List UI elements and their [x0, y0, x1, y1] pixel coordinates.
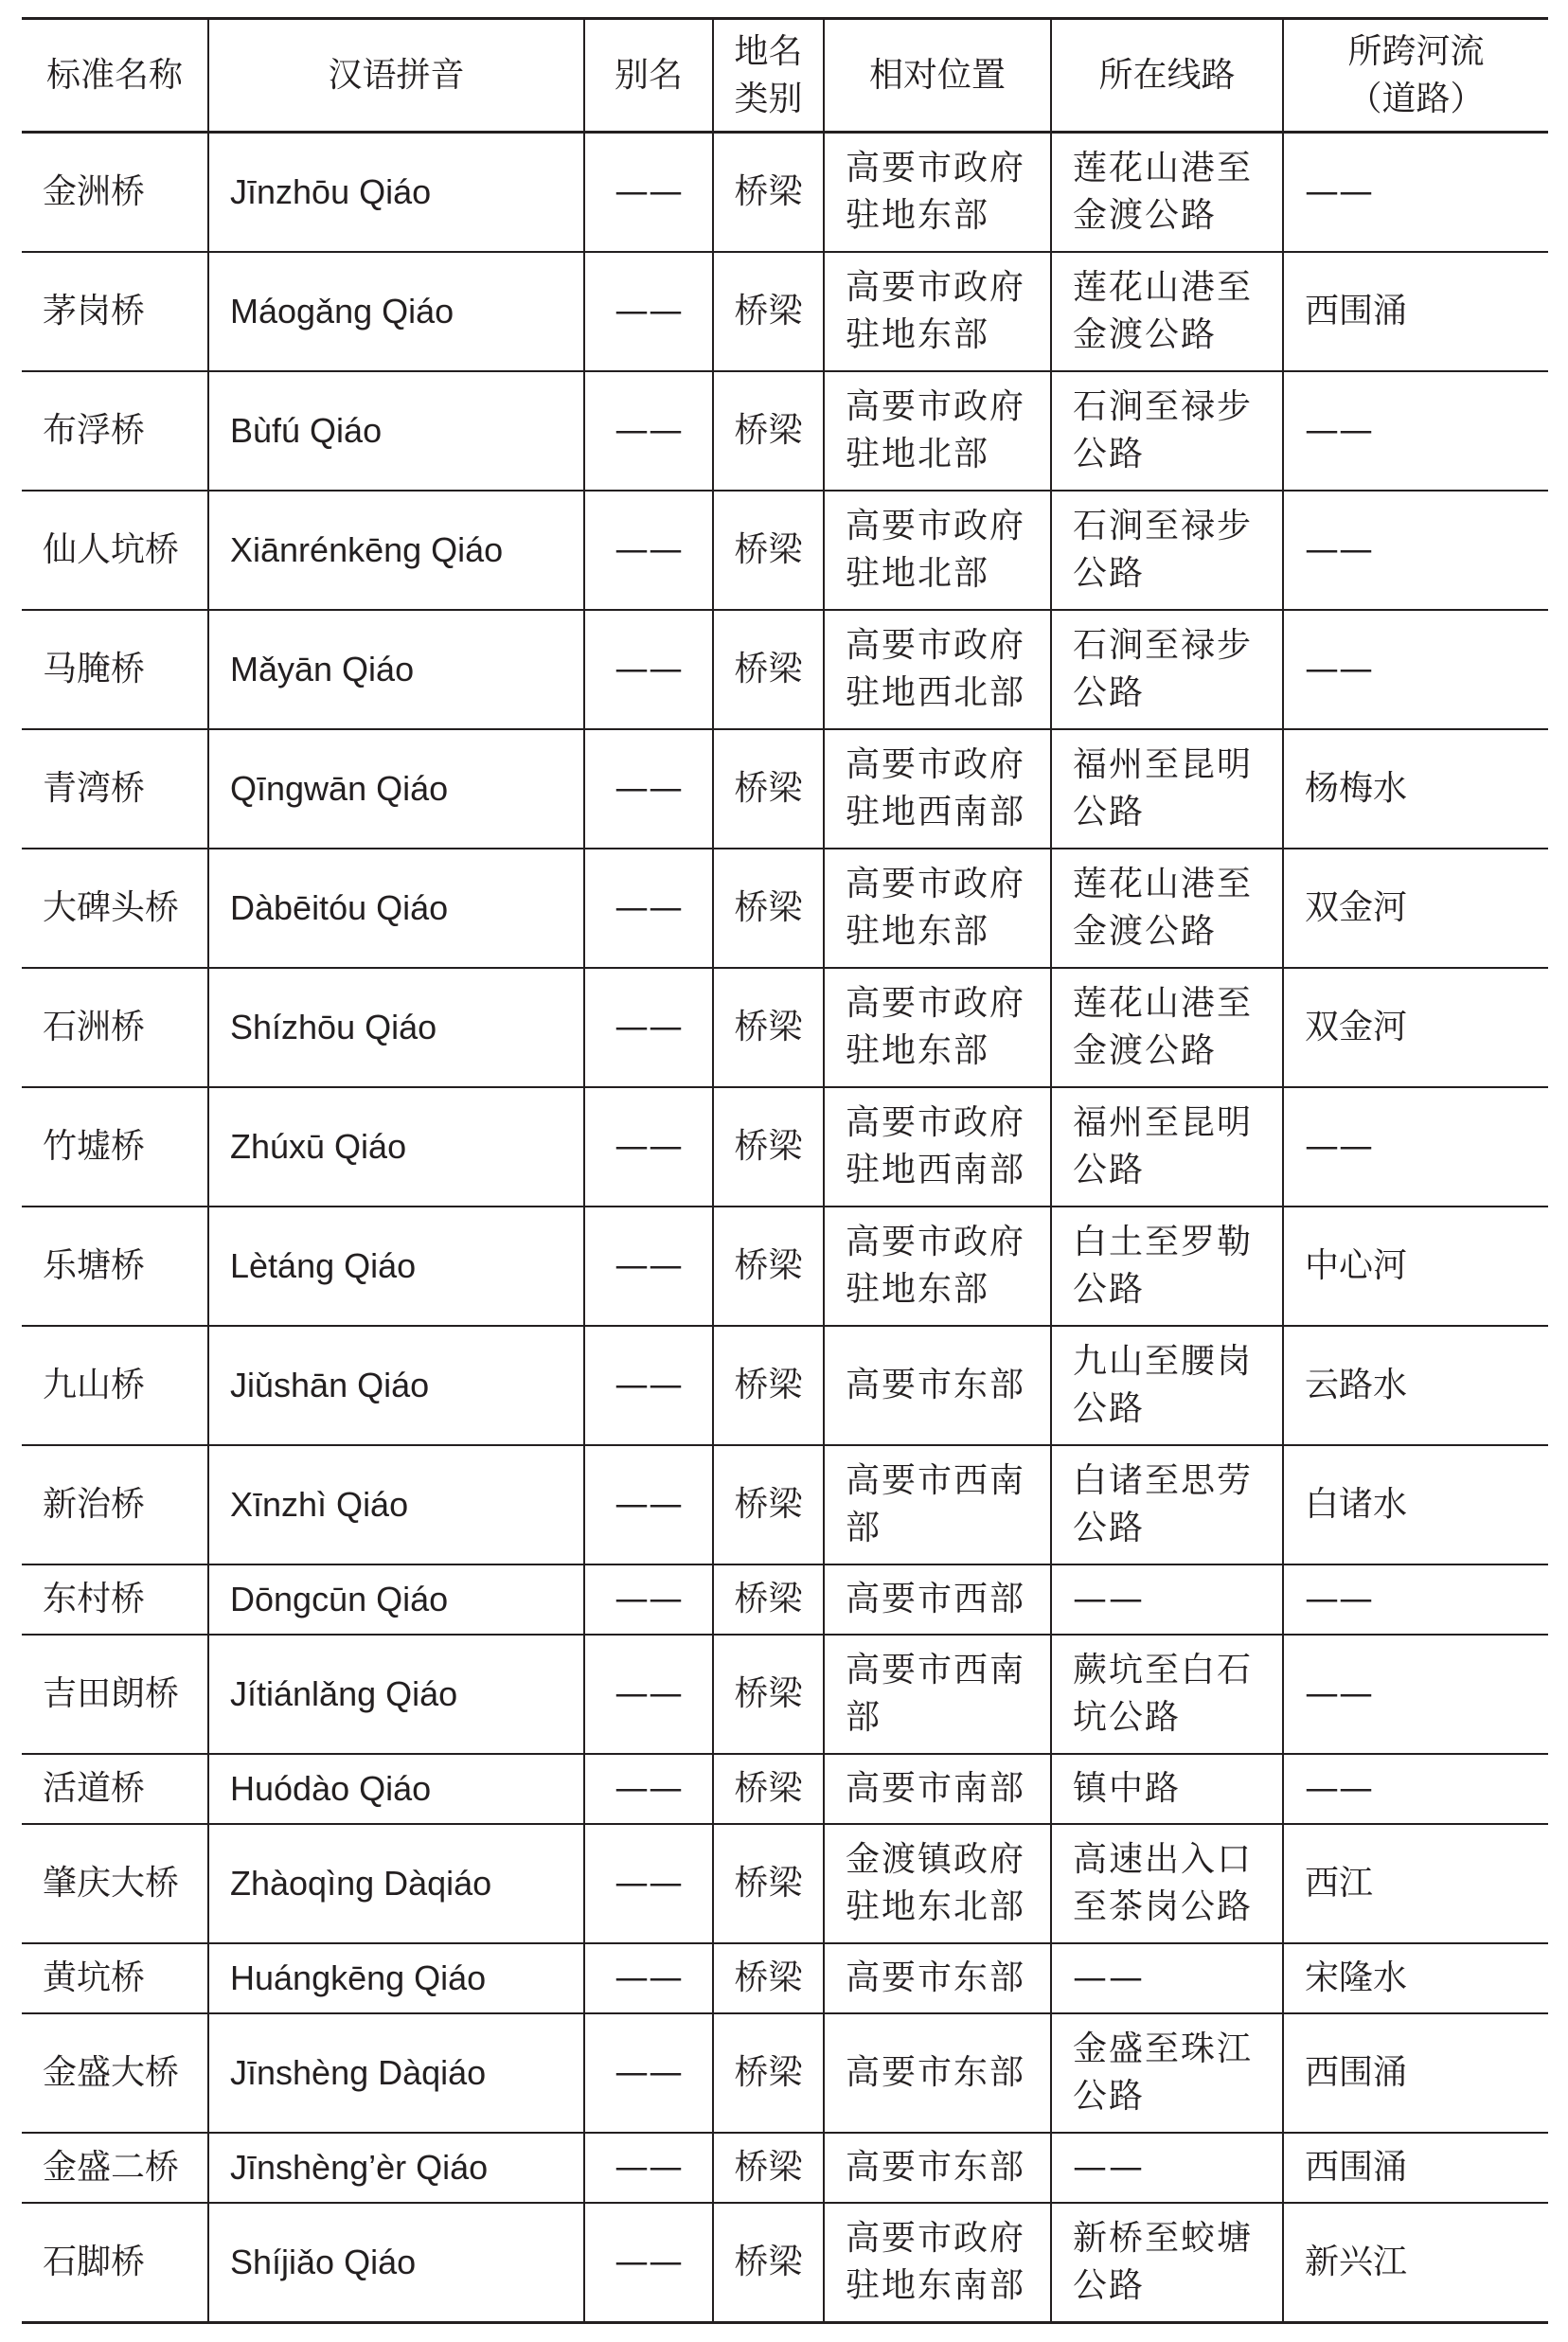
cell-crossing: 双金河 [1283, 849, 1548, 968]
cell-route [1051, 729, 1283, 849]
cell-pinyin: Zhàoqìng Dàqiáo [208, 1824, 584, 1943]
cell-alias: —— [584, 2203, 713, 2323]
table-row [22, 491, 1548, 610]
table-row [22, 1824, 1548, 1943]
cell-alias: —— [584, 849, 713, 968]
cell-crossing: 双金河 [1283, 968, 1548, 1087]
cell-standard-name: 竹墟桥 [22, 1087, 208, 1207]
cell-route-text: 高速出入口至茶岗公路 [1073, 1840, 1254, 1926]
cell-relative-position [824, 1445, 1051, 1564]
cell-crossing: 宋隆水 [1283, 1943, 1548, 2013]
cell-place-type: 桥梁 [713, 1635, 824, 1754]
header-alias: 别名 [584, 19, 713, 133]
cell-alias: —— [584, 968, 713, 1087]
cell-relative-position [824, 729, 1051, 849]
cell-crossing: —— [1283, 371, 1548, 491]
cell-crossing: —— [1283, 1635, 1548, 1754]
cell-relative-position-text: 高要市东部 [846, 2148, 1026, 2187]
cell-relative-position [824, 610, 1051, 729]
cell-place-type: 桥梁 [713, 2013, 824, 2133]
cell-crossing: —— [1283, 1754, 1548, 1824]
table-row [22, 729, 1548, 849]
cell-standard-name: 石洲桥 [22, 968, 208, 1087]
cell-route [1051, 2133, 1283, 2203]
cell-route-text: 福州至昆明公路 [1073, 745, 1254, 831]
cell-route [1051, 2203, 1283, 2323]
cell-place-type: 桥梁 [713, 1087, 824, 1207]
cell-relative-position-text: 高要市南部 [846, 1769, 1026, 1808]
cell-alias: —— [584, 371, 713, 491]
table-row [22, 1326, 1548, 1445]
cell-relative-position [824, 1207, 1051, 1326]
cell-relative-position-text: 高要市政府驻地北部 [846, 507, 1026, 593]
cell-route [1051, 1824, 1283, 1943]
cell-relative-position [824, 1635, 1051, 1754]
cell-relative-position-text: 高要市政府驻地西南部 [846, 1103, 1026, 1189]
cell-relative-position [824, 1087, 1051, 1207]
header-place-type [713, 19, 824, 133]
cell-route [1051, 1326, 1283, 1445]
cell-alias: —— [584, 1445, 713, 1564]
cell-alias: —— [584, 1635, 713, 1754]
cell-relative-position-text: 高要市政府驻地北部 [846, 387, 1026, 474]
cell-route [1051, 968, 1283, 1087]
cell-route [1051, 133, 1283, 253]
cell-crossing: 白诸水 [1283, 1445, 1548, 1564]
cell-route-text: 莲花山港至金渡公路 [1073, 865, 1254, 951]
cell-place-type: 桥梁 [713, 1326, 824, 1445]
header-crossing [1283, 19, 1548, 133]
cell-relative-position [824, 491, 1051, 610]
cell-crossing: 西江 [1283, 1824, 1548, 1943]
cell-alias: —— [584, 2013, 713, 2133]
cell-pinyin: Dōngcūn Qiáo [208, 1564, 584, 1635]
cell-place-type: 桥梁 [713, 610, 824, 729]
cell-standard-name: 茅岗桥 [22, 252, 208, 371]
table-row [22, 1564, 1548, 1635]
table-row [22, 1445, 1548, 1564]
cell-relative-position-text: 高要市政府驻地西南部 [846, 745, 1026, 831]
cell-pinyin: Jīnzhōu Qiáo [208, 133, 584, 253]
cell-pinyin: Bùfú Qiáo [208, 371, 584, 491]
cell-place-type: 桥梁 [713, 371, 824, 491]
cell-crossing: —— [1283, 1564, 1548, 1635]
cell-route [1051, 252, 1283, 371]
cell-alias: —— [584, 1754, 713, 1824]
cell-standard-name: 金洲桥 [22, 133, 208, 253]
cell-alias: —— [584, 1207, 713, 1326]
cell-pinyin: Lètáng Qiáo [208, 1207, 584, 1326]
cell-pinyin: Xīnzhì Qiáo [208, 1445, 584, 1564]
cell-relative-position [824, 1943, 1051, 2013]
cell-relative-position-text: 高要市东部 [846, 1366, 1026, 1404]
cell-route [1051, 1087, 1283, 1207]
cell-standard-name: 黄坑桥 [22, 1943, 208, 2013]
table-row [22, 371, 1548, 491]
cell-route-text: 莲花山港至金渡公路 [1073, 984, 1254, 1070]
cell-standard-name: 活道桥 [22, 1754, 208, 1824]
table-row [22, 1943, 1548, 2013]
cell-standard-name: 乐塘桥 [22, 1207, 208, 1326]
cell-relative-position [824, 1326, 1051, 1445]
cell-place-type: 桥梁 [713, 849, 824, 968]
cell-route [1051, 849, 1283, 968]
cell-place-type: 桥梁 [713, 1207, 824, 1326]
cell-route-text: 福州至昆明公路 [1073, 1103, 1254, 1189]
cell-relative-position [824, 849, 1051, 968]
cell-relative-position-text: 高要市政府驻地东部 [846, 865, 1026, 951]
cell-relative-position-text: 高要市东部 [846, 1958, 1026, 1997]
cell-relative-position [824, 133, 1051, 253]
cell-standard-name: 新治桥 [22, 1445, 208, 1564]
cell-pinyin: Máogǎng Qiáo [208, 252, 584, 371]
cell-crossing: —— [1283, 1087, 1548, 1207]
cell-crossing: 西围涌 [1283, 252, 1548, 371]
cell-place-type: 桥梁 [713, 968, 824, 1087]
cell-pinyin: Huángkēng Qiáo [208, 1943, 584, 2013]
cell-crossing: 云路水 [1283, 1326, 1548, 1445]
table-row [22, 2013, 1548, 2133]
cell-relative-position-text: 高要市政府驻地西北部 [846, 626, 1026, 712]
cell-place-type: 桥梁 [713, 252, 824, 371]
cell-place-type: 桥梁 [713, 729, 824, 849]
cell-route-text: 石涧至禄步公路 [1073, 507, 1254, 593]
cell-alias: —— [584, 1564, 713, 1635]
cell-place-type: 桥梁 [713, 2203, 824, 2323]
cell-pinyin: Zhúxū Qiáo [208, 1087, 584, 1207]
cell-standard-name: 石脚桥 [22, 2203, 208, 2323]
cell-route-text: —— [1073, 1958, 1145, 1997]
cell-standard-name: 仙人坑桥 [22, 491, 208, 610]
header-pinyin: 汉语拼音 [208, 19, 584, 133]
cell-route [1051, 1943, 1283, 2013]
cell-relative-position [824, 371, 1051, 491]
cell-relative-position [824, 2013, 1051, 2133]
cell-alias: —— [584, 729, 713, 849]
cell-standard-name: 布浮桥 [22, 371, 208, 491]
table-row [22, 1207, 1548, 1326]
cell-relative-position [824, 2133, 1051, 2203]
table-row [22, 2133, 1548, 2203]
cell-route [1051, 371, 1283, 491]
cell-standard-name: 金盛大桥 [22, 2013, 208, 2133]
cell-place-type: 桥梁 [713, 133, 824, 253]
cell-place-type: 桥梁 [713, 491, 824, 610]
cell-route-text: 镇中路 [1073, 1769, 1182, 1808]
cell-relative-position-text: 高要市西南部 [846, 1651, 1026, 1737]
cell-place-type: 桥梁 [713, 1564, 824, 1635]
cell-alias: —— [584, 1087, 713, 1207]
cell-relative-position-text: 高要市政府驻地东部 [846, 268, 1026, 354]
cell-route-text: 白土至罗勒公路 [1073, 1223, 1254, 1309]
cell-pinyin: Shíjiǎo Qiáo [208, 2203, 584, 2323]
cell-route-text: 莲花山港至金渡公路 [1073, 268, 1254, 354]
cell-alias: —— [584, 491, 713, 610]
cell-place-type: 桥梁 [713, 1754, 824, 1824]
table-row [22, 968, 1548, 1087]
cell-route-text: 莲花山港至金渡公路 [1073, 149, 1254, 235]
header-place-type-label: 地名类别 [734, 31, 803, 118]
cell-relative-position-text: 高要市西南部 [846, 1461, 1026, 1547]
cell-route [1051, 610, 1283, 729]
cell-alias: —— [584, 1943, 713, 2013]
table-row [22, 1635, 1548, 1754]
cell-crossing: —— [1283, 133, 1548, 253]
cell-route-text: —— [1073, 1580, 1145, 1618]
cell-relative-position-text: 高要市东部 [846, 2053, 1026, 2092]
cell-crossing: 新兴江 [1305, 2243, 1408, 2281]
cell-relative-position [824, 1754, 1051, 1824]
cell-route [1051, 491, 1283, 610]
cell-standard-name: 肇庆大桥 [22, 1824, 208, 1943]
table-body [22, 133, 1548, 2323]
cell-route [1051, 1445, 1283, 1564]
cell-relative-position [824, 1824, 1051, 1943]
cell-pinyin: Jiǔshān Qiáo [208, 1326, 584, 1445]
header-relative-position: 相对位置 [824, 19, 1051, 133]
cell-relative-position [824, 2203, 1051, 2323]
cell-route-text: 蕨坑至白石坑公路 [1073, 1651, 1254, 1737]
cell-pinyin: Xiānrénkēng Qiáo [208, 491, 584, 610]
cell-relative-position-text: 高要市政府驻地东部 [846, 149, 1026, 235]
cell-pinyin: Qīngwān Qiáo [208, 729, 584, 849]
cell-route [1051, 1635, 1283, 1754]
cell-route-text: 新桥至蛟塘公路 [1073, 2219, 1254, 2305]
cell-route-text: —— [1073, 2148, 1145, 2187]
cell-standard-name: 大碑头桥 [22, 849, 208, 968]
cell-relative-position [824, 1564, 1051, 1635]
cell-route [1051, 1564, 1283, 1635]
cell-place-type: 桥梁 [713, 2133, 824, 2203]
cell-crossing: —— [1283, 491, 1548, 610]
cell-standard-name: 东村桥 [22, 1564, 208, 1635]
cell-standard-name: 金盛二桥 [22, 2133, 208, 2203]
cell-crossing: 中心河 [1283, 1207, 1548, 1326]
cell-alias: —— [584, 610, 713, 729]
cell-relative-position [824, 968, 1051, 1087]
cell-route [1051, 1207, 1283, 1326]
cell-standard-name: 吉田朗桥 [22, 1635, 208, 1754]
bridge-gazetteer-table [22, 17, 1548, 2324]
table-row [22, 610, 1548, 729]
cell-pinyin: Huódào Qiáo [208, 1754, 584, 1824]
cell-relative-position-text: 高要市西部 [846, 1580, 1026, 1618]
table-header-row [22, 19, 1548, 133]
cell-alias: —— [584, 1326, 713, 1445]
header-route: 所在线路 [1051, 19, 1283, 133]
cell-relative-position [824, 252, 1051, 371]
cell-relative-position-text: 高要市政府驻地东部 [846, 1223, 1026, 1309]
cell-place-type: 桥梁 [713, 1943, 824, 2013]
cell-pinyin: Mǎyān Qiáo [208, 610, 584, 729]
cell-route-text: 石涧至禄步公路 [1073, 387, 1254, 474]
cell-alias: —— [584, 252, 713, 371]
table-row [22, 849, 1548, 968]
cell-relative-position-text: 高要市政府驻地东部 [846, 984, 1026, 1070]
cell-crossing: 西围涌 [1283, 2013, 1548, 2133]
cell-pinyin: Jítiánlǎng Qiáo [208, 1635, 584, 1754]
cell-pinyin: Shízhōu Qiáo [208, 968, 584, 1087]
cell-standard-name: 青湾桥 [22, 729, 208, 849]
cell-crossing: 杨梅水 [1283, 729, 1548, 849]
cell-relative-position-text: 金渡镇政府驻地东北部 [846, 1840, 1026, 1926]
cell-standard-name: 九山桥 [22, 1326, 208, 1445]
table-row [22, 252, 1548, 371]
header-crossing-label: 所跨河流（道路） [1347, 31, 1485, 118]
cell-alias: —— [584, 2133, 713, 2203]
cell-alias: —— [584, 133, 713, 253]
table-row [22, 133, 1548, 253]
table-row [22, 2203, 1548, 2323]
cell-route-text: 石涧至禄步公路 [1073, 626, 1254, 712]
cell-route [1051, 2013, 1283, 2133]
cell-crossing: —— [1283, 610, 1548, 729]
cell-route-text: 九山至腰岗公路 [1073, 1342, 1254, 1428]
table-row [22, 1754, 1548, 1824]
cell-relative-position-text: 高要市政府驻地东南部 [846, 2219, 1026, 2305]
cell-pinyin: Dàbēitóu Qiáo [208, 849, 584, 968]
cell-place-type: 桥梁 [713, 1445, 824, 1564]
cell-pinyin: Jīnshèng’èr Qiáo [208, 2133, 584, 2203]
cell-route-text: 金盛至珠江公路 [1073, 2029, 1254, 2116]
cell-standard-name: 马腌桥 [22, 610, 208, 729]
table-row [22, 1087, 1548, 1207]
cell-place-type: 桥梁 [713, 1824, 824, 1943]
cell-route-text: 白诸至思劳公路 [1073, 1461, 1254, 1547]
header-standard-name: 标准名称 [22, 19, 208, 133]
cell-crossing: 西围涌 [1283, 2133, 1548, 2203]
cell-route [1051, 1754, 1283, 1824]
cell-alias: —— [584, 1824, 713, 1943]
cell-pinyin: Jīnshèng Dàqiáo [208, 2013, 584, 2133]
